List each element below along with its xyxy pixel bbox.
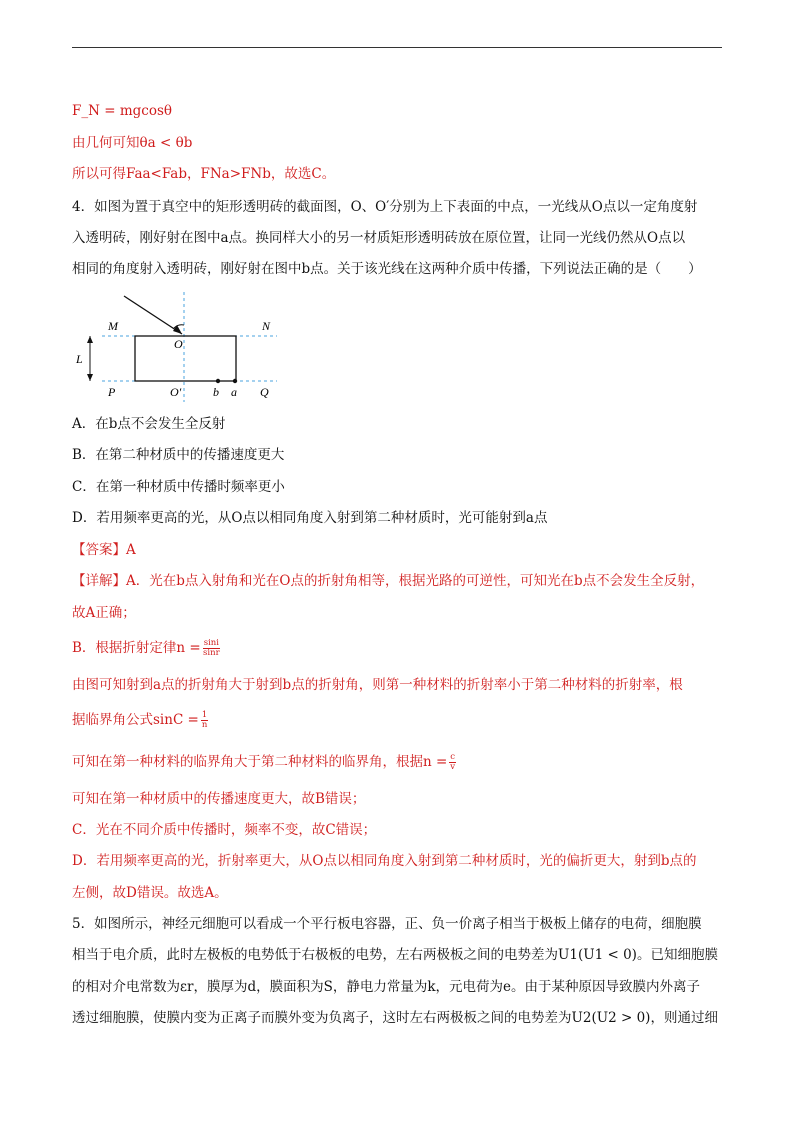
incident-ray bbox=[124, 296, 182, 334]
height-arrow-down-icon bbox=[87, 374, 93, 381]
label-O-prime: O′ bbox=[170, 385, 182, 399]
snell-law-text: B．根据折射定律n = bbox=[72, 640, 201, 656]
label-a: a bbox=[231, 385, 237, 399]
q4-answer: 【答案】A bbox=[72, 542, 136, 558]
point-a bbox=[233, 379, 237, 383]
point-b bbox=[216, 379, 220, 383]
speed-fraction bbox=[449, 753, 456, 772]
speed-denominator: v bbox=[450, 762, 456, 772]
prev-answer-conclusion: 所以可得Faa<Fab，FNa>FNb，故选C。 bbox=[72, 166, 336, 182]
q4-detail-speed-formula bbox=[72, 752, 732, 772]
q4-detail-line-9: D．若用频率更高的光，折射率更大，从O点以相同角度入射到第二种材质时，光的偏折更大，射到b点的 bbox=[72, 853, 697, 869]
critical-angle-text: 据临界角公式sinC = bbox=[72, 712, 199, 728]
label-P: P bbox=[108, 385, 116, 399]
q4-option-c: C．在第一种材质中传播时频率更小 bbox=[72, 479, 285, 495]
q5-stem-line-4: 透过细胞膜，使膜内变为正离子而膜外变为负离子，这时左右两极板之间的电势差为U2(U2 > 0)，则通过细 bbox=[72, 1010, 718, 1026]
q4-detail-critical-angle bbox=[72, 710, 732, 730]
snell-fraction bbox=[203, 639, 220, 658]
height-arrow-up-icon bbox=[87, 336, 93, 343]
q4-detail-line-10: 左侧，故D错误。故选A。 bbox=[72, 885, 228, 901]
q4-stem-line-3: 相同的角度射入透明砖，刚好射在图中b点。关于该光线在这两种介质中传播，下列说法正确的是（ ） bbox=[72, 261, 702, 277]
q4-detail-line-8: C．光在不同介质中传播时，频率不变，故C错误； bbox=[72, 822, 377, 838]
q4-stem-line-2: 入透明砖，刚好射在图中a点。换同样大小的另一材质矩形透明砖放在原位置，让同一光线仍然从O点以 bbox=[72, 230, 686, 246]
q4-detail-line-7: 可知在第一种材质中的传播速度更大，故B错误； bbox=[72, 791, 366, 807]
label-L: L bbox=[76, 352, 83, 366]
q4-option-d: D．若用频率更高的光，从O点以相同角度入射到第二种材质时，光可能射到a点 bbox=[72, 510, 548, 526]
speed-numerator: c bbox=[450, 752, 456, 762]
q4-detail-line-1: 【详解】A．光在b点入射角和光在O点的折射角相等，根据光路的可逆性，可知光在b点不会发生全反射， bbox=[72, 573, 705, 589]
ray-arrow-icon bbox=[173, 325, 182, 334]
transparent-brick bbox=[135, 336, 236, 381]
critical-angle-numerator: 1 bbox=[201, 710, 208, 720]
q5-stem-line-1: 5．如图所示，神经元细胞可以看成一个平行板电容器，正、负一价离子相当于极板上储存的电荷，细胞膜 bbox=[72, 916, 702, 932]
formula-normal-force: F_N = mgcosθ bbox=[72, 103, 173, 119]
q4-detail-line-2: 故A正确； bbox=[72, 605, 136, 621]
critical-angle-denominator: n bbox=[201, 720, 208, 730]
label-Q: Q bbox=[260, 385, 269, 399]
q4-option-b: B．在第二种材质中的传播速度更大 bbox=[72, 447, 285, 463]
brick-diagram bbox=[72, 290, 302, 405]
label-M: M bbox=[108, 319, 118, 333]
geometry-conclusion: 由几何可知θa < θb bbox=[72, 135, 193, 151]
q4-option-a: A．在b点不会发生全反射 bbox=[72, 416, 226, 432]
q4-detail-snell-law bbox=[72, 638, 732, 658]
snell-numerator: sini bbox=[203, 638, 219, 648]
label-N: N bbox=[262, 319, 271, 333]
critical-angle-fraction bbox=[201, 711, 208, 730]
q4-stem-line-1: 4．如图为置于真空中的矩形透明砖的截面图，O、O′分别为上下表面的中点，一光线从O点以一定角度射 bbox=[72, 199, 698, 215]
snell-denominator: sinr bbox=[203, 648, 220, 658]
q5-stem-line-3: 的相对介电常数为εr，膜厚为d，膜面积为S，静电力常量为k，元电荷为e。由于某种原因导致膜内外离子 bbox=[72, 979, 701, 995]
label-b: b bbox=[213, 385, 219, 399]
q4-detail-line-4: 由图可知射到a点的折射角大于射到b点的折射角，则第一种材料的折射率小于第二种材料的折射率，根 bbox=[72, 677, 683, 693]
q5-stem-line-2: 相当于电介质，此时左极板的电势低于右极板的电势，左右两极板之间的电势差为U1(U1 < 0)。已知细胞膜 bbox=[72, 947, 718, 963]
speed-formula-text: 可知在第一种材料的临界角大于第二种材料的临界角，根据n = bbox=[72, 754, 448, 770]
label-O: O bbox=[174, 337, 183, 351]
header-rule bbox=[72, 47, 722, 48]
